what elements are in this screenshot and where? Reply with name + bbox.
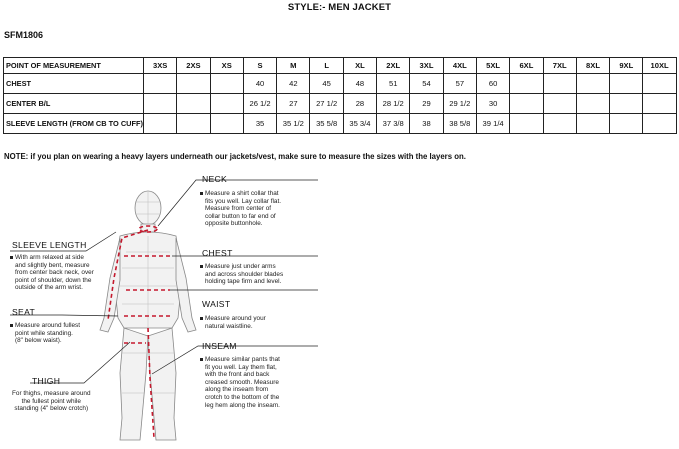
table-cell [144,94,177,114]
size-header: 2XL [377,58,410,74]
sleeve-text-line: outside of the arm wrist. [15,284,83,292]
table-cell [177,94,210,114]
style-code: SFM1806 [4,30,44,40]
waist-text-line: Measure around your [205,315,266,322]
bullet-icon [200,317,203,320]
table-cell [643,74,676,94]
table-cell [177,74,210,94]
table-cell: 29 1/2 [443,94,476,114]
table-cell [643,94,676,114]
waist-instructions [200,315,266,330]
thigh-instructions [12,390,91,413]
size-chart-table [3,57,677,134]
table-cell: 35 3/4 [343,114,376,134]
seat-instructions [10,322,80,345]
table-cell: 27 1/2 [310,94,343,114]
seat-text-line: point while standing. [15,329,73,337]
seat-text-line: Measure around fullest [15,322,81,329]
table-cell [543,114,576,134]
size-header: 5XL [476,58,509,74]
table-cell: 51 [377,74,410,94]
sleeve-text-line: With arm relaxed at side [15,254,84,261]
inseam-instructions [200,356,280,409]
size-header: 6XL [510,58,543,74]
size-header: 3XL [410,58,443,74]
inseam-text-line: leg hem along the inseam. [205,401,280,409]
table-cell: 37 3/8 [377,114,410,134]
sleeve-text-line: from center back neck, over [15,269,94,277]
table-cell [643,114,676,134]
sleeve-length-label: SLEEVE LENGTH [12,240,87,250]
header-point-of-measurement: POINT OF MEASUREMENT [4,58,144,74]
inseam-text-line: crotch to the bottom of the [205,393,280,401]
table-cell: 60 [476,74,509,94]
table-cell: 28 [343,94,376,114]
table-cell: 35 5/8 [310,114,343,134]
table-cell [610,74,643,94]
size-header: 2XS [177,58,210,74]
inseam-text-line: fit you well. Lay them flat, [205,363,277,371]
table-cell: 35 1/2 [277,114,310,134]
table-cell: 39 1/4 [476,114,509,134]
chest-text-line: Measure just under arms [205,263,276,270]
table-cell: 30 [476,94,509,114]
chest-label: CHEST [202,248,233,258]
layering-note: NOTE: if you plan on wearing a heavy layers underneath our jackets/vest, make sure to measure the sizes with the layers on. [4,152,466,161]
inseam-text-line: along the inseam from [205,386,269,394]
inseam-text-line: with the front and back [205,371,270,379]
table-cell: 45 [310,74,343,94]
table-cell [177,114,210,134]
neck-text-line: collar button to far end of [205,212,276,220]
neck-text-line: opposite buttonhole. [205,220,263,228]
table-cell: 38 [410,114,443,134]
size-header: XL [343,58,376,74]
size-header: XS [210,58,243,74]
table-cell [210,114,243,134]
table-cell [576,94,609,114]
table-cell [144,74,177,94]
chest-text-line: holding tape firm and level. [205,278,282,286]
table-row-center-bl [4,94,677,114]
neck-text-line: Measure a shirt collar that [205,190,279,197]
chest-instructions [200,263,283,286]
table-cell [210,94,243,114]
table-row-chest [4,74,677,94]
table-cell [144,114,177,134]
bullet-icon [200,192,203,195]
size-header: 8XL [576,58,609,74]
bullet-icon [10,324,13,327]
table-cell: 28 1/2 [377,94,410,114]
sleeve-text-line: and slightly bent, measure [15,261,90,269]
size-header: 3XS [144,58,177,74]
table-cell [576,114,609,134]
bullet-icon [200,265,203,268]
size-header: 9XL [610,58,643,74]
bullet-icon [10,256,13,259]
row-label: CENTER B/L [4,94,144,114]
table-cell [543,74,576,94]
table-cell: 57 [443,74,476,94]
inseam-label: INSEAM [202,341,237,351]
table-header-row [4,58,677,74]
style-title: STYLE:- MEN JACKET [287,2,392,13]
table-cell: 27 [277,94,310,114]
neck-text-line: fits you well. Lay collar flat. [205,197,282,205]
thigh-text-line: For thighs, measure around [12,390,91,397]
table-cell: 42 [277,74,310,94]
table-cell [510,94,543,114]
bullet-icon [200,358,203,361]
size-header: 7XL [543,58,576,74]
sleeve-length-instructions [10,254,94,292]
table-row-sleeve-length [4,114,677,134]
table-cell: 40 [243,74,276,94]
row-label: CHEST [4,74,144,94]
table-cell [610,114,643,134]
waist-label: WAIST [202,299,231,309]
table-cell [610,94,643,114]
table-cell [543,94,576,114]
size-header: 4XL [443,58,476,74]
table-cell: 38 5/8 [443,114,476,134]
size-header: M [277,58,310,74]
neck-text-line: Measure from center of [205,205,272,213]
table-cell: 48 [343,74,376,94]
table-cell: 29 [410,94,443,114]
table-cell [510,114,543,134]
waist-text-line: natural waistline. [205,322,253,330]
table-cell: 54 [410,74,443,94]
thigh-text-line: standing (4" below crotch) [14,405,89,413]
size-header: L [310,58,343,74]
seat-text-line: (8" below waist). [15,337,62,345]
size-header: 10XL [643,58,676,74]
inseam-text-line: Measure similar pants that [205,356,280,363]
table-cell: 26 1/2 [243,94,276,114]
sleeve-text-line: point of shoulder, down the [15,276,92,284]
neck-label: NECK [202,174,228,184]
row-label: SLEEVE LENGTH (FROM CB TO CUFF) [4,114,144,134]
table-cell: 35 [243,114,276,134]
size-header: S [243,58,276,74]
seat-label: SEAT [12,307,36,317]
table-cell [576,74,609,94]
body-figure-illustration [0,168,679,449]
neck-instructions [200,190,281,228]
chest-text-line: and across shoulder blades [205,270,284,278]
table-cell [210,74,243,94]
thigh-text-line: the fullest point while [21,397,81,405]
table-cell [510,74,543,94]
thigh-label: THIGH [32,376,61,386]
measurement-guide [0,168,679,449]
inseam-text-line: creased smooth. Measure [205,378,279,386]
